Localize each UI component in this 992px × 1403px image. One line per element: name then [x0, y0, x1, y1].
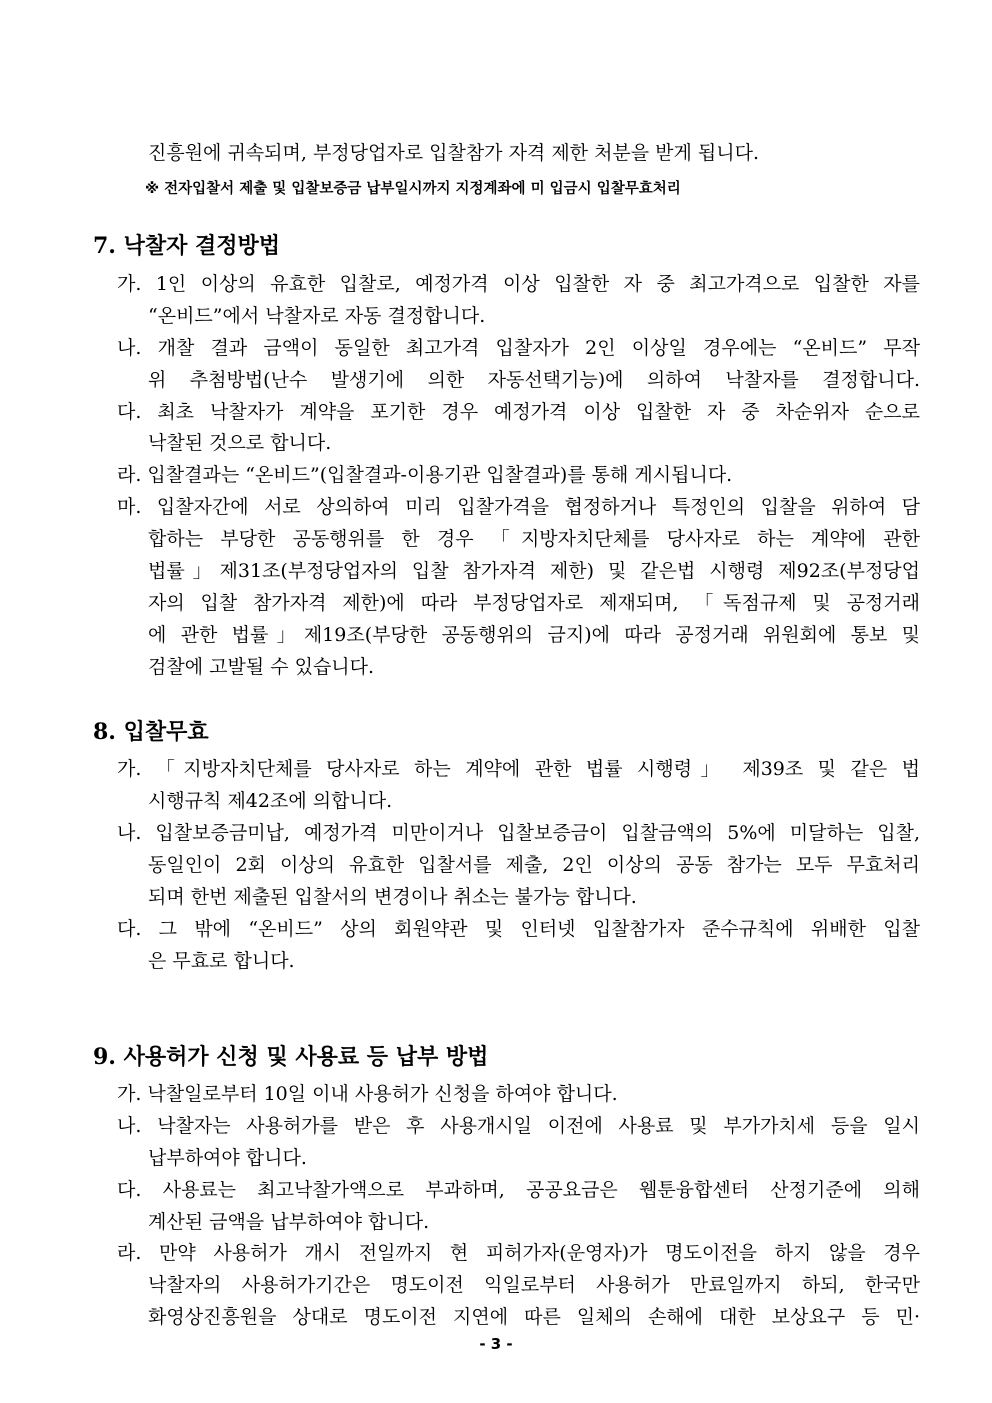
s7-item-e-line5: 에 관한 법률」제19조(부당한 공동행위의 금지)에 따라 공정거래 위원회에 통보 및 — [148, 624, 920, 646]
s7-item-d-line1: 라. 입찰결과는 “온비드”(입찰결과-이용기관 입찰결과)를 통해 게시됩니다. — [117, 464, 733, 486]
s8-item-b-line2: 동일인이 2회 이상의 유효한 입찰서를 제출, 2인 이상의 공동 참가는 모두 무효처리 — [148, 854, 920, 876]
intro-line: 진흥원에 귀속되며, 부정당업자로 입찰참가 자격 제한 처분을 받게 됩니다. — [148, 142, 760, 164]
s7-item-b-line1: 나. 개찰 결과 금액이 동일한 최고가격 입찰자가 2인 이상일 경우에는 “온비드” 무작 — [117, 337, 920, 359]
s7-item-b-line2: 위 추첨방법(난수 발생기에 의한 자동선택기능)에 의하여 낙찰자를 결정합니다. — [148, 369, 920, 391]
s7-item-c-line2: 낙찰된 것으로 합니다. — [148, 432, 332, 454]
page-number: - 3 - — [479, 1335, 513, 1353]
s8-item-b-line3: 되며 한번 제출된 입찰서의 변경이나 취소는 불가능 합니다. — [148, 886, 637, 908]
s8-item-b-line1: 나. 입찰보증금미납, 예정가격 미만이거나 입찰보증금이 입찰금액의 5%에 미달하는 입찰, — [117, 822, 920, 844]
s7-item-e-line3: 법률」제31조(부정당업자의 입찰 참가자격 제한) 및 같은법 시행령 제92조(부정당업 — [148, 560, 920, 582]
invalid-bid-note: ※ 전자입찰서 제출 및 입찰보증금 납부일시까지 지정계좌에 미 입금시 입찰무효처리 — [145, 181, 681, 197]
s8-item-c-line1: 다. 그 밖에 “온비드” 상의 회원약관 및 인터넷 입찰참가자 준수규칙에 위배한 입찰 — [117, 918, 920, 940]
s7-item-a-line2: “온비드”에서 낙찰자로 자동 결정합니다. — [148, 305, 486, 327]
s7-item-e-line6: 검찰에 고발될 수 있습니다. — [148, 656, 375, 678]
s9-item-d-line1: 라. 만약 사용허가 개시 전일까지 현 피허가자(운영자)가 명도이전을 하지 않을 경우 — [117, 1242, 920, 1264]
s9-item-b-line2: 납부하여야 합니다. — [148, 1147, 307, 1169]
s8-item-a-line2: 시행규칙 제42조에 의합니다. — [148, 790, 393, 812]
section-8-heading: 8. 입찰무효 — [93, 719, 209, 745]
section-9-heading: 9. 사용허가 신청 및 사용료 등 납부 방법 — [93, 1044, 489, 1070]
s7-item-c-line1: 다. 최초 낙찰자가 계약을 포기한 경우 예정가격 이상 입찰한 자 중 차순위자 순으로 — [117, 401, 920, 423]
s7-item-e-line1: 마. 입찰자간에 서로 상의하여 미리 입찰가격을 협정하거나 특정인의 입찰을 위하여 담 — [117, 496, 920, 518]
s7-item-e-line2: 합하는 부당한 공동행위를 한 경우 「지방자치단체를 당사자로 하는 계약에 관한 — [148, 528, 920, 550]
s7-item-e-line4: 자의 입찰 참가자격 제한)에 따라 부정당업자로 제재되며, 「독점규제 및 공정거래 — [148, 592, 920, 614]
s9-item-c-line1: 다. 사용료는 최고낙찰가액으로 부과하며, 공공요금은 웹툰융합센터 산정기준에 의해 — [117, 1179, 920, 1201]
s9-item-d-line3: 화영상진흥원을 상대로 명도이전 지연에 따른 일체의 손해에 대한 보상요구 등 민· — [148, 1306, 920, 1328]
s8-item-c-line2: 은 무효로 합니다. — [148, 950, 295, 972]
section-7-heading: 7. 낙찰자 결정방법 — [93, 233, 281, 259]
s8-item-a-line1: 가. 「지방자치단체를 당사자로 하는 계약에 관한 법률 시행령」 제39조 및 같은 법 — [117, 758, 920, 780]
s9-item-d-line2: 낙찰자의 사용허가기간은 명도이전 익일로부터 사용허가 만료일까지 하되, 한국만 — [148, 1274, 920, 1296]
s9-item-a-line1: 가. 낙찰일로부터 10일 이내 사용허가 신청을 하여야 합니다. — [117, 1083, 618, 1105]
s9-item-c-line2: 계산된 금액을 납부하여야 합니다. — [148, 1211, 430, 1233]
s7-item-a-line1: 가. 1인 이상의 유효한 입찰로, 예정가격 이상 입찰한 자 중 최고가격으로 입찰한 자를 — [117, 273, 920, 295]
s9-item-b-line1: 나. 낙찰자는 사용허가를 받은 후 사용개시일 이전에 사용료 및 부가가치세 등을 일시 — [117, 1115, 920, 1137]
